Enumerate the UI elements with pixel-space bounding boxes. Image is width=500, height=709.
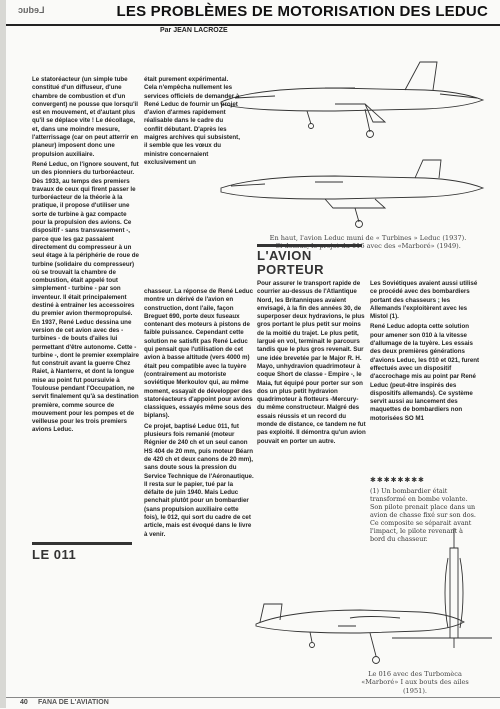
column-1-text: [32, 76, 140, 437]
col2b-paragraph-2: Ce projet, baptisé Leduc 011, fut plusieurs fois remanié (moteur Régnier de 240 ch et un seul canon HS 404 de 20 mm, puis moteur Béarn de 420 ch et deux canons de 20 mm), sans doute sous la pression du Service Technique de l'Aéronautique. Il resta sur le papier, tué par la défaite de juin 1940. Mais Leduc penchait plutôt pour un bombardier (sans propulsion auxiliaire cette fois), le 012, qui sort du cadre de cet article, mais est évoqué dans le livre à venir.: [144, 422, 254, 538]
leduc-1937-side-view-drawing: [215, 58, 490, 140]
col4-paragraph-1: Les Soviétiques avaient aussi utilisé ce procédé avec des bombardiers portant des chasseurs ; les Allemands l'exploitèrent avec les Mistol (1).: [370, 280, 478, 321]
col1-paragraph-2: René Leduc, on l'ignore souvent, fut un des pionniers du turboréacteur. Dès 1933, au temps des premiers travaux de ceux qui firent passer le turboréacteur de la théorie à la pratique, il propose d'utiliser une sorte de turbine à gaz compacte pour la propulsion des avions. Ce dispositif - sans transvasement -, parce que les gaz passaient directement du compresseur à un seul étage à la périphérie de roue de turbine (solidaire du compresseur) où se trouvait la chambre de combustion, était appelé tout simplement - turbine - par son inventeur. Il était principalement destiné à entraîner les accessoires du premier avion thermopropulsé. En 1937, René Leduc dessina une version de cet avion avec des - turbines - de bouts d'ailes lui permettant d'être autonome. Cette - turbine -, dont le premier exemplaire fut construit avant la guerre Chez Raiet, à Nanterre, et dont la longue mise au point fut poursuivie à Toulouse pendant l'Occupation, ne servit finalement qu'à sa destination première, comme source de mouvement pour les pompes et de veilleuse pour les trois premiers avions Leduc.: [32, 160, 139, 434]
bottom-figure-caption: [360, 670, 470, 695]
col4-paragraph-2: René Leduc adopta cette solution pour amener son 010 à la vitesse d'allumage de la tuyère. Les essais des deux premières générations d'avions Leduc, les 010 et 021, furent effectués avec un dispositif d'accrochage mis au point par René Leduc (peut-être inspirés des dispositifs allemands). Ce système servit aussi au lancement des maquettes de bombardiers non motorisées SO M1: [370, 323, 480, 422]
top-caption-line-2: Ci-dessus, le projet du 016 avec des «Marboré» (1949).: [275, 242, 461, 251]
col2b-paragraph-1: chasseur. La réponse de René Leduc montre un dérivé de l'avion en construction, dont l'aile, façon Breguet 690, porte deux fuseaux contenant des moteurs à pistons de faible puissance. Cependant cette solution ne satisfit pas René Leduc qui pensait que l'utilisation de cet avion à basse altitude (vers 4000 m) était peu compatible avec la tuyère (contrairement au motoriste soviétique Merkoulov qui, au même moment, essayait de développer des statoréacteurs d'appoint pour avions classiques, essayés même sous des biplans).: [144, 288, 254, 420]
page-footer: [6, 697, 500, 709]
col2-paragraph-1: était purement expérimental. Cela n'empêcha nullement les services officiels de demander à René Leduc de fournir un projet d'avion d'armes rapidement réalisable dans le cadre du conflit débutant. D'après les maigres archives qui subsistent, il semble que les vœux du ministre concernaient exclusivement un: [144, 76, 240, 166]
leduc-016-marbore-drawing: [250, 570, 490, 680]
bottom-caption-line-3: (1951).: [402, 686, 428, 695]
col1-paragraph-1: Le statoréacteur (un simple tube constitué d'un diffuseur, d'une chambre de combustion et d'un convergent) ne pousse que lorsqu'il est en mouvement, et d'autant plus qu'il se déplace vite ! Le décollage, et, dans une moindre mesure, l'atterrissage (car on peut atterrir en planeur) imposent donc une propulsion auxiliaire.: [32, 76, 139, 158]
page-edge: [0, 0, 6, 708]
footnote: (1) Un bombardier était transformé en bombe volante. Son pilote prenait place dans un avion de chasse fixé sur son dos. Ce composite se séparait avant l'impact, le pilote revenant à bord du chasseur.: [370, 487, 476, 543]
column-4-text: [370, 280, 480, 425]
section-heading-le011: LE 011: [32, 542, 132, 562]
bottom-caption-line-1: Le 016 avec des Turbomèca: [368, 670, 462, 678]
section-heading-avion-porteur: [257, 244, 362, 277]
running-head: [6, 0, 500, 26]
column-2-upper-text: [144, 76, 240, 169]
brand-tag: Leduc: [18, 5, 45, 15]
column-2-lower-text: [144, 288, 254, 541]
column-3-text: [257, 280, 367, 448]
section-heading-line-2: PORTEUR: [257, 262, 325, 277]
col3-paragraph-1: Pour assurer le transport rapide de courrier au-dessus de l'Atlantique Nord, les Britanniques avaient envisagé, à la fin des années 30, de superposer deux hydravions, le plus gros portant le plus petit sur moins de la moitié du trajet. Le plus petit, largué en vol, terminait le parcours tandis que le plus gros revenait. Sur une idée brevetée par le Major R. H. Mayo, unhydravion quadrimoteur à coque Short de classe - Empire -, le Maia, fut équipé pour porter sur son dos un plus petit hydravion quadrimoteur à flotteurs -Mercury- du même constructeur. Malgré des essais réussis et un record du monde de distance, ce tandem ne fut pas exploité. Il démontra qu'un avion pouvait en porter un autre.: [257, 280, 366, 445]
top-caption-line-1: En haut, l'avion Leduc muni de « Turbines » Leduc (1937).: [269, 234, 467, 242]
magazine-name: FANA DE L'AVIATION: [38, 699, 109, 706]
byline: Par JEAN LACROZE: [160, 27, 228, 34]
footnote-separator: ✱✱✱✱✱✱✱✱: [370, 477, 425, 484]
page-number: 40: [20, 699, 28, 706]
section-heading-line-1: L'AVION: [257, 248, 312, 263]
bottom-caption-line-2: «Marboré» I aux bouts des ailes: [361, 678, 469, 687]
page-title: LES PROBLÈMES DE MOTORISATION DES LEDUC: [116, 3, 488, 20]
leduc-016-project-drawing: [215, 158, 490, 230]
